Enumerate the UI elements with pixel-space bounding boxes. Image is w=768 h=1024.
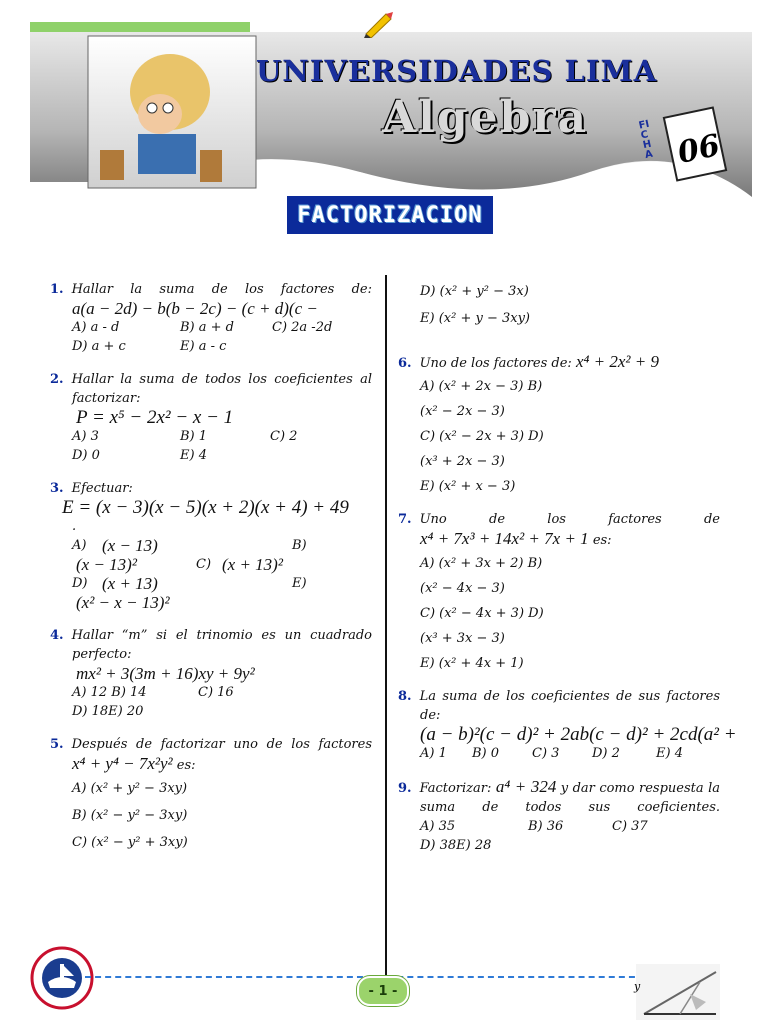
- question-number: 6.: [398, 356, 412, 371]
- header-banner: [30, 22, 752, 212]
- question-2: [50, 370, 372, 465]
- option-value: (x + 13)²: [222, 555, 283, 574]
- option: C) 3: [532, 746, 560, 761]
- question-1: [50, 280, 372, 356]
- option: D) (x² + y² − 3x): [420, 284, 529, 299]
- option-line: A) (x² + 3x + 2) B): [420, 556, 543, 571]
- question-expression: P = x⁵ − 2x² − x − 1: [76, 407, 234, 428]
- question-expression: x⁴ + 7x³ + 14x² + 7x + 1: [420, 529, 589, 548]
- option-value: (x − 13): [102, 536, 158, 555]
- question-text: Hallar la suma de todos los coeficientes al factorizar:: [71, 372, 372, 406]
- question-text: Hallar “m” si el trinomio es un cuadrado perfecto:: [71, 628, 372, 662]
- option: A) (x² + y² − 3xy): [72, 781, 188, 796]
- university-seal-icon: [30, 946, 94, 1010]
- question-text: Uno de los factores de: [419, 512, 720, 527]
- option: B) 1: [180, 429, 208, 444]
- option: B) 36: [528, 819, 564, 834]
- option: A) 12 B) 14: [72, 685, 147, 700]
- option-line: A) (x² + 2x − 3) B): [420, 379, 543, 394]
- option-label: D): [72, 576, 88, 591]
- option: C) 2a -2d: [272, 320, 333, 335]
- option: C) 2: [270, 429, 298, 444]
- left-column: [50, 280, 372, 866]
- question-expression: a⁴ + 324: [495, 777, 557, 796]
- option-line: E) (x² + x − 3): [420, 479, 516, 494]
- option-line: C) (x² − 4x + 3) D): [420, 606, 544, 621]
- question-number: 2.: [50, 372, 64, 387]
- page-number: - 1 -: [357, 976, 409, 1006]
- option: D) 38E) 28: [420, 838, 492, 853]
- option: D) 2: [592, 746, 620, 761]
- question-suffix: es:: [176, 758, 196, 773]
- right-column: [398, 282, 737, 869]
- question-expression: (a − b)²(c − d)² + 2ab(c − d)² + 2cd(a² +: [420, 724, 737, 745]
- option: A) 35: [420, 819, 456, 834]
- question-text: Hallar la suma de los factores de:: [71, 282, 372, 297]
- option-line: (x³ + 2x − 3): [420, 454, 505, 469]
- option-line: E) (x² + 4x + 1): [420, 656, 524, 671]
- option: B) a + d: [180, 320, 234, 335]
- geometry-corner-icon: [630, 958, 722, 1022]
- ficha-number: 06: [674, 128, 723, 171]
- expression-dot: .: [72, 519, 77, 534]
- question-expression: E = (x − 3)(x − 5)(x + 2)(x + 4) + 49: [62, 497, 349, 518]
- option: E) a - c: [180, 339, 227, 354]
- question-text: La suma de los coeficientes de sus factores de:: [419, 689, 720, 723]
- topic-title-text: FACTORIZACION: [297, 202, 483, 228]
- question-3: [50, 479, 372, 612]
- option: B) (x² − y² − 3xy): [72, 808, 188, 823]
- question-text: Después de factorizar uno de los factores: [71, 737, 372, 752]
- question-6: [398, 352, 720, 496]
- option-line: C) (x² − 2x + 3) D): [420, 429, 544, 444]
- option: C) 16: [198, 685, 234, 700]
- question-text: Efectuar:: [71, 481, 133, 496]
- question-number: 4.: [50, 628, 64, 643]
- option: D) 18E) 20: [72, 704, 144, 719]
- header-subject: Algebra: [382, 92, 589, 143]
- option-line: (x² − 2x − 3): [420, 404, 505, 419]
- option: E) 4: [656, 746, 683, 761]
- question-text-continued: y dar como respuesta la suma de todos sus coeficientes.: [420, 781, 720, 815]
- question-text: Uno de los factores de:: [419, 356, 572, 371]
- option-value: (x + 13): [102, 574, 158, 593]
- option-line: (x³ + 3x − 3): [420, 631, 505, 646]
- question-expression: a(a − 2d) − b(b − 2c) − (c + d)(c −: [72, 299, 318, 318]
- option: A) a - d: [72, 320, 120, 335]
- question-number: 9.: [398, 781, 412, 796]
- option: C) 37: [612, 819, 648, 834]
- question-9: [398, 777, 720, 855]
- option: E) (x² + y − 3xy): [420, 311, 530, 326]
- svg-text:y: y: [634, 980, 641, 993]
- ficha-label: FICHA: [637, 118, 654, 162]
- option: E) 4: [180, 448, 207, 463]
- question-number: 3.: [50, 481, 64, 496]
- option-value: (x² − x − 13)²: [76, 593, 170, 612]
- option: B) 0: [472, 746, 500, 761]
- question-number: 7.: [398, 512, 412, 527]
- option-label: B): [292, 538, 307, 553]
- option-label: E): [292, 576, 307, 591]
- question-number: 8.: [398, 689, 412, 704]
- question-7: [398, 510, 720, 673]
- question-number: 5.: [50, 737, 64, 752]
- topic-title: [287, 196, 493, 234]
- option-value: (x − 13)²: [76, 555, 137, 574]
- question-text: Factorizar:: [419, 781, 492, 796]
- option-label: A): [72, 538, 87, 553]
- pencil-icon: [362, 10, 394, 38]
- option: D) a + c: [72, 339, 126, 354]
- question-4: [50, 626, 372, 721]
- question-5: [50, 735, 372, 852]
- option: C) (x² − y² + 3xy): [72, 835, 188, 850]
- column-divider: [385, 275, 387, 980]
- option-e-row: [76, 593, 372, 612]
- question-expression: x⁴ + y⁴ − 7x²y²: [72, 754, 173, 773]
- question-expression: x⁴ + 2x² + 9: [575, 352, 659, 371]
- question-suffix: es:: [592, 533, 612, 548]
- option-label: C): [196, 557, 212, 572]
- option: A) 3: [72, 429, 99, 444]
- option: A) 1: [420, 746, 447, 761]
- question-expression: mx² + 3(3m + 16)xy + 9y²: [76, 664, 255, 683]
- question-number: 1.: [50, 282, 64, 297]
- option-line: (x² − 4x − 3): [420, 581, 505, 596]
- question-5-continued: [398, 282, 720, 328]
- question-8: [398, 687, 737, 763]
- header-title: UNIVERSIDADES LIMA: [256, 54, 658, 88]
- option: D) 0: [72, 448, 100, 463]
